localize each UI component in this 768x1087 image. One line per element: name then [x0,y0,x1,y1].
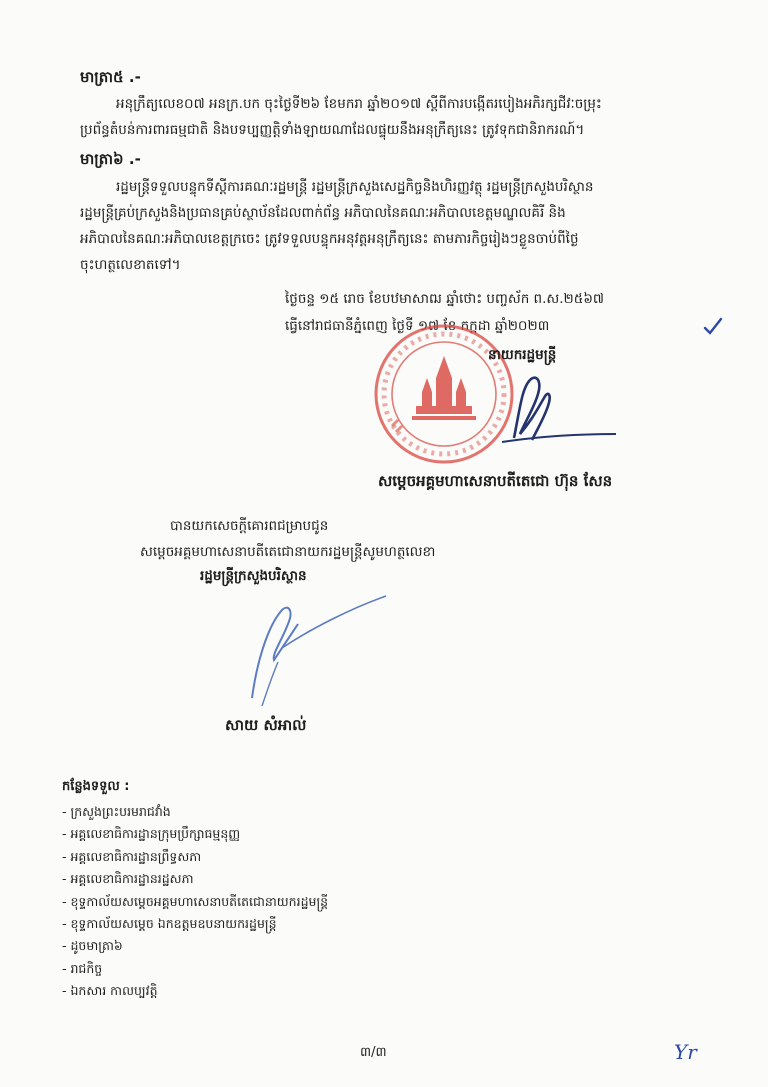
minister-title: រដ្ឋមន្ត្រីក្រសួងបរិស្ថាន [200,568,307,584]
article-6-line-2: រដ្ឋមន្ត្រីគ្រប់ក្រសួងនិងប្រធានគ្រប់ស្ថាប័នដែលពាក់ព័ន្ធ អភិបាលនៃគណៈអភិបាលខេត្តមណ្ឌលគិរី និង [80,205,566,221]
recipient-item: - អគ្គលេខាធិការដ្ឋានរដ្ឋសភា [62,868,328,890]
solar-date: ធ្វើនៅរាជធានីភ្នំពេញ ថ្ងៃទី ១៧ ខែ កក្កដា ឆ្នាំ២០២៣ [285,318,550,334]
minister-signature [222,588,392,714]
initials-mark: Yr [674,1040,697,1064]
recipient-item: - ខុទ្ទកាល័យសម្តេច ឯកឧត្តមឧបនាយករដ្ឋមន្ត្រី [62,913,328,935]
article-6-line-4: ចុះហត្ថលេខាតទៅ។ [80,257,181,273]
article-5-body [80,91,710,143]
minister-name: សាយ សំអាល់ [225,716,307,734]
article-6-line-3: អភិបាលនៃគណៈអភិបាលខេត្តក្រចេះ ត្រូវទទួលបន្ទុកអនុវត្តអនុក្រឹត្យនេះ តាមភារកិច្ចរៀងៗខ្លួនចាប់ពីថ្ងៃ [80,231,579,247]
recipient-item: - អគ្គលេខាធិការដ្ឋានព្រឹទ្ធសភា [62,846,328,868]
signatory-title: នាយករដ្ឋមន្ត្រី [488,347,557,363]
recipient-item: - ក្រសួងព្រះបរមរាជវាំង [62,801,328,823]
recipient-item: - ដូចមាត្រា៦ [62,935,328,957]
signatory-name: សម្តេចអគ្គមហាសេនាបតីតេជោ ហ៊ុន សែន [378,472,613,490]
article-5-line-2: ប្រព័ន្ធតំបន់ការពារធម្មជាតិ និងបទប្បញ្ញត្តិទាំងឡាយណាដែលផ្ទុយនឹងអនុក្រឹត្យនេះ ត្រូវទុកជានិរាករណ៍។ [80,122,585,138]
lunar-date: ថ្ងៃចន្ទ ១៥ រោច ខែបឋមាសាឍ ឆ្នាំថោះ បញ្ចស័ក ព.ស.២៥៦៧ [285,291,604,307]
recipient-item: - រាជកិច្ច [62,958,328,980]
recipient-item: - ឯកសារ កាលប្បវត្តិ [62,980,328,1002]
checkmark-icon [702,316,724,336]
recipient-item: - អគ្គលេខាធិការដ្ឋានក្រុមប្រឹក្សាធម្មនុញ្ញ [62,823,328,845]
article-5-line-1: អនុក្រឹត្យលេខ០៧ អនក្រ.បក ចុះថ្ងៃទី២៦ ខែមករា ឆ្នាំ២០១៧ ស្តីពីការបង្កើតរបៀងអភិរក្សជីវៈចម្រុះ [116,96,602,112]
article-5-heading: មាត្រា៥ .- [80,68,141,86]
recipient-item: - ខុទ្ទកាល័យសម្តេចអគ្គមហាសេនាបតីតេជោនាយករដ្ឋមន្ត្រី [62,891,328,913]
article-6-body [80,174,710,278]
recipients-list [62,778,328,1003]
page-number: ៣/៣ [360,1045,387,1060]
prime-minister-signature [492,368,622,448]
article-6-line-1: រដ្ឋមន្ត្រីទទួលបន្ទុកទីស្តីការគណៈរដ្ឋមន្ត្រី រដ្ឋមន្ត្រីក្រសួងសេដ្ឋកិច្ចនិងហិរញ្ញវត្ថុ រដ្ឋមន្ត្រីក្រសួងបរិស្ថាន [116,179,594,195]
submission-line-1: បានយកសេចក្តីគោរពជម្រាបជូន [170,518,329,534]
article-6-heading: មាត្រា៦ .- [80,150,141,168]
submission-line-2: សម្តេចអគ្គមហាសេនាបតីតេជោនាយករដ្ឋមន្ត្រីសូមហត្ថលេខា [140,544,436,560]
recipients-title: កន្លែងទទួល : [62,779,130,794]
